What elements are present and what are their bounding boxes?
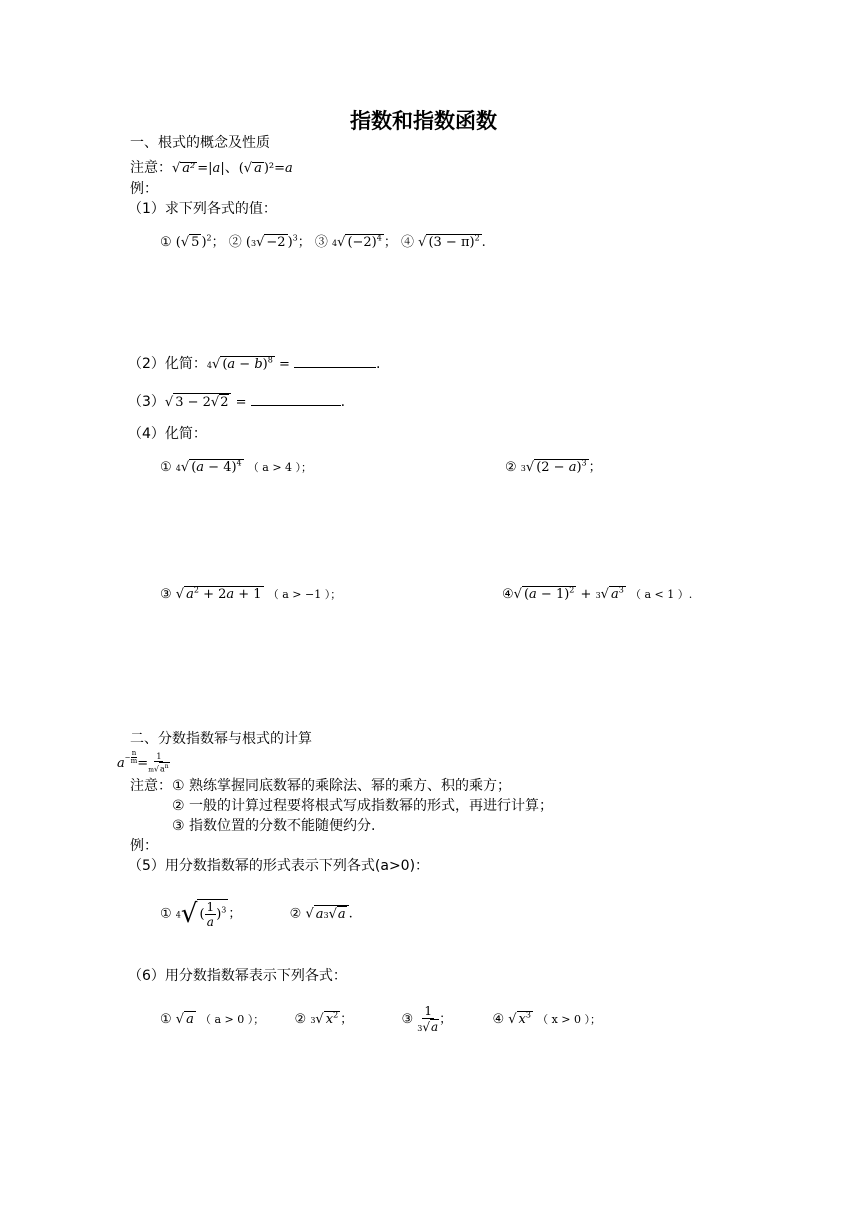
q3-end: . — [340, 394, 346, 410]
q6-cond-1: （ a > 0 ）； — [199, 1013, 265, 1026]
q5-items: ① 4√ ( $\frac{1}{a}$ )$^3$ ； ② √ a3√a . — [160, 899, 353, 929]
q3-label: （3） — [128, 394, 165, 410]
q4-cond-4: （ a < 1 ）. — [629, 588, 693, 601]
section2-example-label: 例： — [130, 838, 158, 854]
q6-marker-3: ③ — [401, 1012, 414, 1027]
q1-sep: ； — [211, 235, 225, 250]
q4-cond-3: （ a > −1 ）； — [267, 588, 342, 601]
q4-item-3: ③ √ $a^2 + 2a + 1$ （ a > −1 ）； — [160, 585, 342, 602]
q4-marker-4: ④ — [502, 587, 514, 602]
section2-definition-formula: a− $\frac{n}{m}$ = $\frac{1}{m√a^n}$ — [117, 749, 169, 774]
section2-note-1: ① 熟练掌握同底数幂的乘除法、幂的乘方、积的乘方； — [172, 778, 511, 794]
note-label: 注意： — [130, 160, 172, 176]
q1-sep: ； — [383, 235, 397, 250]
q1-sep: ； — [297, 235, 311, 250]
q2-answer-blank[interactable] — [294, 355, 376, 368]
note-formula-1: √ a² =|a| — [172, 161, 225, 176]
q6-cond-3: ； — [439, 1012, 453, 1027]
q1-marker-1: ① — [160, 235, 172, 250]
q2-end: . — [376, 356, 381, 372]
q4-item-1: ① 4√ $(a - 4)^4$ （ a > 4 ）； — [160, 458, 313, 475]
q6-cond-4: （ x > 0 ）； — [537, 1013, 602, 1026]
section2-heading: 二、分数指数幂与根式的计算 — [130, 731, 312, 747]
section1-heading: 一、根式的概念及性质 — [130, 135, 270, 151]
q3-answer-blank[interactable] — [251, 393, 341, 406]
q1-expr-1: (√ 5 )$^2$ — [175, 233, 212, 250]
q1-expressions — [160, 234, 486, 253]
q6-items: ① √ a （ a > 0 ）； ② 3√ $x^2$ ； ③ $\frac{1}{3√a}$ ； ④ √ $x^3$ （ x > 0 ）； — [160, 1003, 602, 1034]
section1-example-label: 例： — [130, 181, 158, 197]
q4-cond-2: ； — [588, 460, 602, 475]
q4-cond-1: （ a > 4 ）； — [247, 461, 313, 474]
q2 — [128, 355, 380, 375]
note-formula-2: (√ a )²=a — [238, 161, 293, 176]
q1-expr-3: 4√ $(-2)^4$ — [332, 233, 382, 250]
q6-marker-4: ④ — [492, 1012, 505, 1027]
q1-label: （1）求下列各式的值： — [128, 201, 277, 217]
q4-marker-2: ② — [505, 460, 517, 475]
q5-marker-1: ① — [160, 906, 172, 922]
section1-note — [130, 159, 293, 178]
q5-sep: ； — [228, 906, 242, 922]
q6-marker-2: ② — [294, 1012, 307, 1027]
q4-label: （4）化简： — [128, 426, 207, 442]
section2-note-label: 注意： — [130, 778, 172, 794]
q2-expr: 4√ $(a - b)^8$ = — [206, 355, 294, 372]
q6-cond-2: ； — [340, 1012, 354, 1027]
q5-end: . — [348, 906, 353, 922]
q4-item-2: ② 3√ $(2 - a)^3$ ； — [505, 458, 602, 475]
section2-note-3: ③ 指数位置的分数不能随便约分. — [172, 818, 376, 834]
q4-item-4: ④√ $(a - 1)^2 + 3√$ $a^3$ （ a < 1 ）. — [502, 585, 693, 602]
q5-label: （5）用分数指数幂的形式表示下列各式(a>0)： — [128, 858, 430, 874]
q6-label: （6）用分数指数幂表示下列各式： — [128, 968, 347, 984]
q4-marker-1: ① — [160, 460, 172, 475]
q3-expr: √ 3 − 2√2 = — [164, 395, 251, 410]
q4-marker-3: ③ — [160, 587, 172, 602]
note-sep: 、 — [224, 160, 239, 176]
q1-marker-3: ③ — [314, 235, 328, 250]
q1-marker-4: ④ — [401, 235, 415, 250]
section2-note-2: ② 一般的计算过程要将根式写成指数幂的形式，再进行计算； — [172, 798, 553, 814]
q1-marker-2: ② — [228, 235, 242, 250]
q6-marker-1: ① — [160, 1012, 172, 1027]
q3 — [128, 393, 345, 412]
q1-end: . — [481, 235, 486, 250]
q1-expr-2: (3√ −2 )$^3$ — [245, 233, 298, 250]
q1-expr-4: √ $(3 - \pi)^2$ — [418, 233, 480, 250]
q2-label: （2）化简： — [128, 356, 207, 372]
page-title: 指数和指数函数 — [350, 109, 497, 133]
q5-marker-2: ② — [289, 906, 302, 922]
